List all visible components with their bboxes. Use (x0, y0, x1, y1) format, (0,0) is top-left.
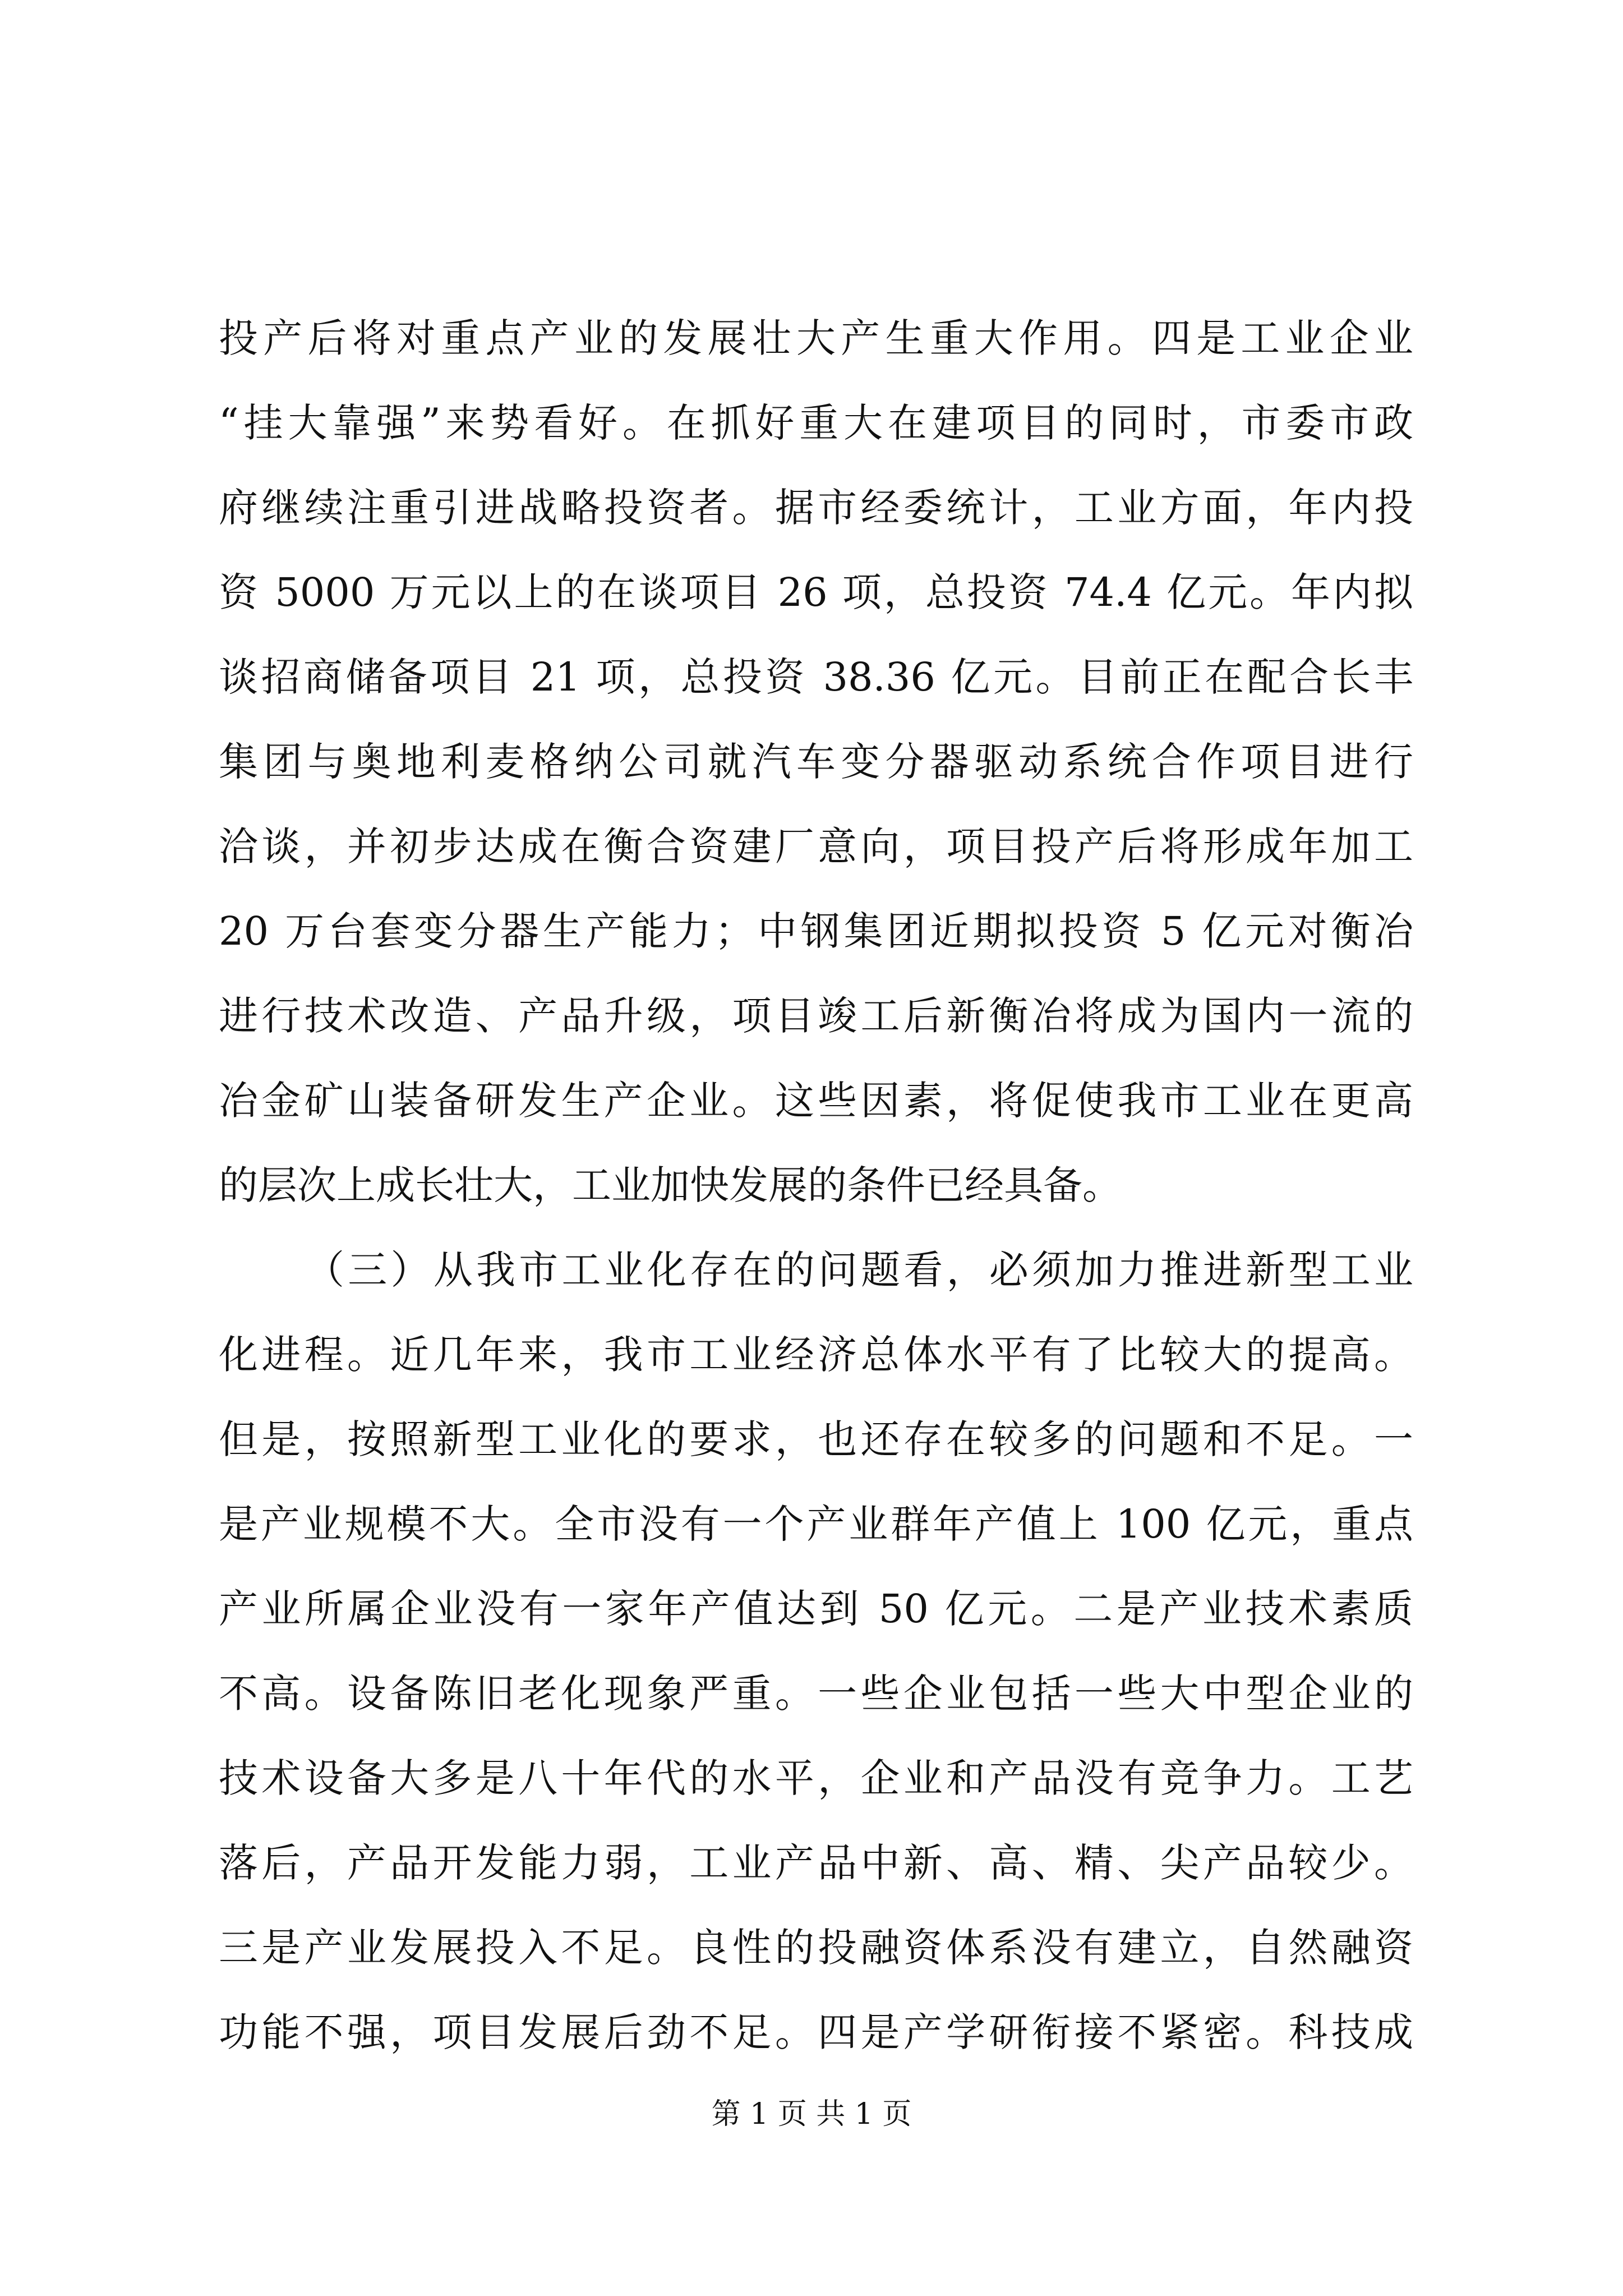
text-line: 技术设备大多是八十年代的水平，企业和产品没有竞争力。工艺 (219, 1755, 1413, 1801)
text-line: 产业所属企业没有一家年产值达到 50 亿元。二是产业技术素质 (219, 1586, 1413, 1632)
text-line: 20 万台套变分器生产能力；中钢集团近期拟投资 5 亿元对衡冶 (219, 908, 1413, 954)
text-line: 化进程。近几年来，我市工业经济总体水平有了比较大的提高。 (219, 1332, 1413, 1378)
page-footer (0, 2095, 1623, 2134)
page-number: 第 1 页 共 1 页 (711, 2097, 912, 2131)
text-line: 谈招商储备项目 21 项，总投资 38.36 亿元。目前正在配合长丰 (219, 654, 1413, 700)
text-line: 冶金矿山装备研发生产企业。这些因素，将促使我市工业在更高 (219, 1078, 1413, 1124)
text-line: 进行技术改造、产品升级，项目竣工后新衡冶将成为国内一流的 (219, 993, 1413, 1039)
text-line: 功能不强，项目发展后劲不足。四是产学研衔接不紧密。科技成 (219, 2009, 1413, 2055)
text-line: 集团与奥地利麦格纳公司就汽车变分器驱动系统合作项目进行 (219, 739, 1413, 785)
text-line: 洽谈，并初步达成在衡合资建厂意向，项目投产后将形成年加工 (219, 823, 1413, 869)
text-line: 三是产业发展投入不足。良性的投融资体系没有建立，自然融资 (219, 1925, 1413, 1971)
text-line: 府继续注重引进战略投资者。据市经委统计，工业方面，年内投 (219, 485, 1413, 531)
text-line: “挂大靠强”来势看好。在抓好重大在建项目的同时，市委市政 (219, 400, 1413, 446)
text-line: 是产业规模不大。全市没有一个产业群年产值上 100 亿元，重点 (219, 1501, 1413, 1547)
text-line: 投产后将对重点产业的发展壮大产生重大作用。四是工业企业 (219, 315, 1413, 361)
text-line: 的层次上成长壮大，工业加快发展的条件已经具备。 (219, 1162, 1122, 1208)
text-line: 落后，产品开发能力弱，工业产品中新、高、精、尖产品较少。 (219, 1840, 1413, 1886)
document-body (219, 296, 1413, 2075)
text-line: 但是，按照新型工业化的要求，也还存在较多的问题和不足。一 (219, 1416, 1413, 1462)
text-line: （三）从我市工业化存在的问题看，必须加力推进新型工业 (305, 1247, 1413, 1293)
text-line: 资 5000 万元以上的在谈项目 26 项，总投资 74.4 亿元。年内拟 (219, 569, 1413, 615)
text-line: 不高。设备陈旧老化现象严重。一些企业包括一些大中型企业的 (219, 1671, 1413, 1717)
